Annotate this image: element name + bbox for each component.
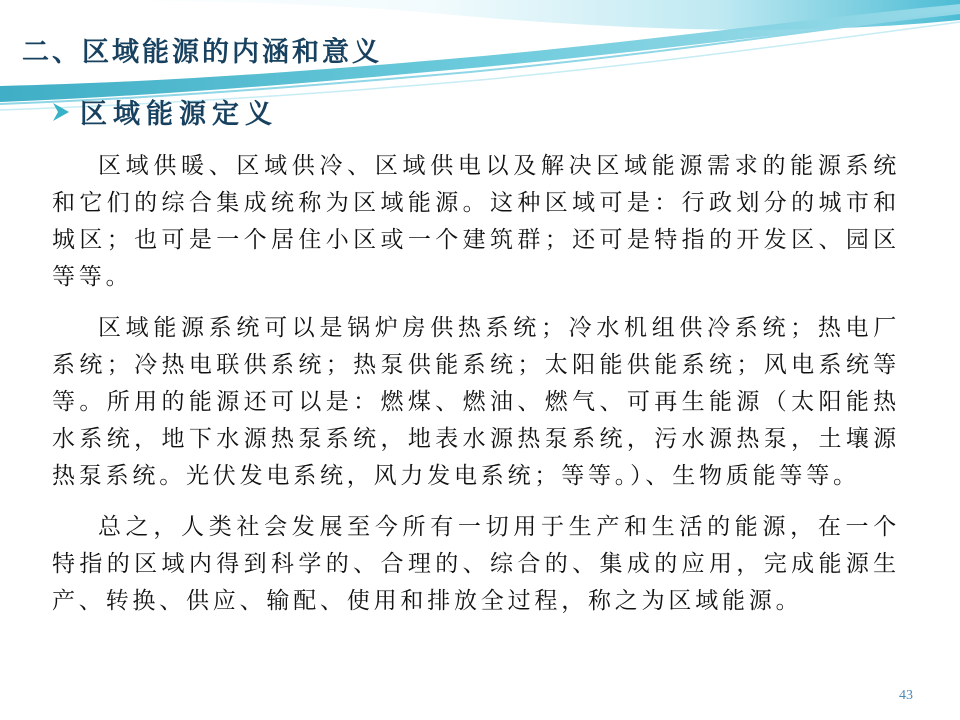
section-heading-row [52, 92, 278, 131]
section-heading: 区域能源定义 [80, 99, 278, 130]
paragraph-1: 区域供暖、区域供冷、区域供电以及解决区域能源需求的能源系统和它们的综合集成统称为区域能源。这种区域可是：行政划分的城市和城区；也可是一个居住小区或一个建筑群；还可是特指的开发区、园区等等。 [52, 153, 900, 290]
page-number: 43 [899, 688, 913, 703]
slide-title: 二、区域能源的内涵和意义 [22, 37, 382, 68]
arrow-bullet-icon [52, 101, 70, 123]
paragraph-3: 总之，人类社会发展至今所有一切用于生产和生活的能源，在一个特指的区域内得到科学的、合理的、综合的、集成的应用，完成能源生产、转换、供应、输配、使用和排放全过程，称之为区域能源。 [52, 514, 900, 614]
body-text [52, 148, 900, 634]
paragraph-2: 区域能源系统可以是锅炉房供热系统；冷水机组供冷系统；热电厂系统；冷热电联供系统；热泵供能系统；太阳能供能系统；风电系统等等。所用的能源还可以是：燃煤、燃油、燃气、可再生能源（太阳能热水系统，地下水源热泵系统，地表水源热泵系统，污水源热泵，土壤源热泵系统。光伏发电系统，风力发电系统；等等。）、生物质能等等。 [52, 315, 900, 489]
